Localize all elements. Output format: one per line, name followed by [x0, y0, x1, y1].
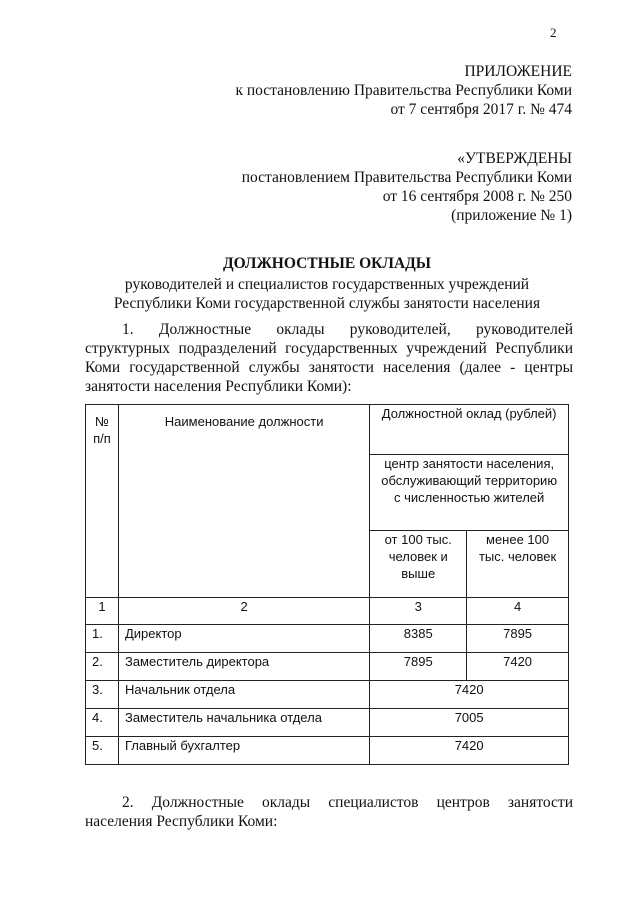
row-salary: 7005 — [370, 709, 569, 737]
index-cell: 1 — [86, 598, 119, 625]
table-row — [86, 681, 569, 709]
page-number: 2 — [550, 25, 557, 40]
document-title: ДОЛЖНОСТНЫЕ ОКЛАДЫ — [222, 255, 432, 272]
approved-title: «УТВЕРЖДЕНЫ — [457, 150, 572, 167]
row-position: Заместитель начальника отдела — [118, 709, 369, 737]
paragraph-1: 1. Должностные оклады руководителей, руководителей структурных подразделений государственных учреждений Республики Коми государственной службы занятости населения (далее - центры занятости населения Республики Коми): — [85, 321, 573, 395]
row-num: 4. — [86, 709, 119, 737]
row-num: 5. — [86, 737, 119, 765]
appendix-block — [200, 62, 572, 119]
header-center: центр занятости населения, обслуживающий территорию с численностью жителей — [370, 455, 569, 531]
row-position: Директор — [118, 625, 369, 653]
heading-block — [85, 254, 569, 313]
row-position: Главный бухгалтер — [118, 737, 369, 765]
row-salary-less100: 7420 — [467, 653, 569, 681]
paragraph-2: 2. Должностные оклады специалистов центров занятости населения Республики Коми: — [85, 794, 573, 830]
header-salary: Должностной оклад (рублей) — [370, 405, 569, 455]
row-position: Начальник отдела — [118, 681, 369, 709]
row-salary-less100: 7895 — [467, 625, 569, 653]
row-num: 2. — [86, 653, 119, 681]
row-salary-100plus: 8385 — [370, 625, 467, 653]
approved-block — [200, 149, 572, 225]
row-salary: 7420 — [370, 737, 569, 765]
row-num: 1. — [86, 625, 119, 653]
index-cell: 4 — [467, 598, 569, 625]
table-row — [86, 709, 569, 737]
index-cell: 3 — [370, 598, 467, 625]
appendix-line-2: от 7 сентября 2017 г. № 474 — [390, 101, 572, 118]
header-100plus: от 100 тыс. человек и выше — [370, 531, 467, 598]
document-subtitle-1: руководителей и специалистов государственных учреждений — [124, 276, 530, 293]
row-salary: 7420 — [370, 681, 569, 709]
row-position: Заместитель директора — [118, 653, 369, 681]
row-num: 3. — [86, 681, 119, 709]
document-subtitle-2: Республики Коми государственной службы занятости населения — [113, 295, 541, 312]
salary-table — [85, 404, 569, 765]
row-salary-100plus: 7895 — [370, 653, 467, 681]
table-row — [86, 737, 569, 765]
table-row — [86, 625, 569, 653]
header-less100: менее 100 тыс. человек — [467, 531, 569, 598]
approved-line-3: (приложение № 1) — [451, 207, 572, 224]
appendix-title: ПРИЛОЖЕНИЕ — [464, 63, 572, 80]
header-num: № п/п — [86, 405, 119, 598]
approved-line-1: постановлением Правительства Республики Коми — [241, 169, 572, 186]
approved-line-2: от 16 сентября 2008 г. № 250 — [382, 188, 572, 205]
header-position: Наименование должности — [118, 405, 369, 598]
index-cell: 2 — [118, 598, 369, 625]
table-row — [86, 653, 569, 681]
appendix-line-1: к постановлению Правительства Республики Коми — [235, 82, 572, 99]
